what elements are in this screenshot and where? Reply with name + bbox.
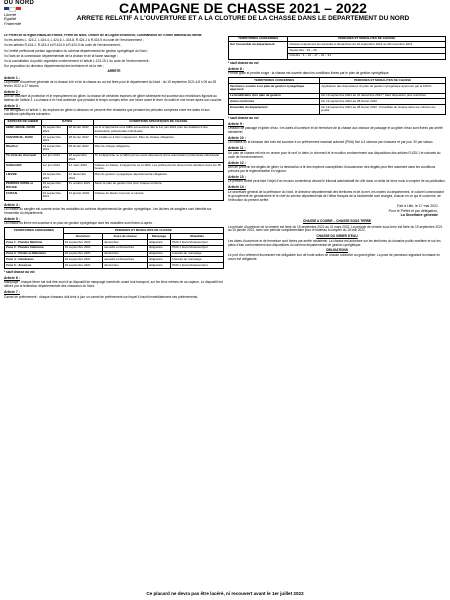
table-cell: dimanches [103, 251, 148, 257]
article-body: Perdrix grise et perdrix rouge : la chasse est ouverte dans les conditions fixées par le plan de gestion cynégétique. [228, 71, 390, 76]
article-title: Article 6 : [4, 276, 20, 281]
arrete-heading: ARRETE [107, 69, 121, 74]
visa-line: Le Préfet de la région Hauts-de-France, Préfet du Nord, Officier de la Légion d'honneur, Commandeur de l'Ordre National du Mérite [4, 34, 202, 37]
article-body: La chasse du sanglier est ouverte selon les modalités du schéma départemental de gestion cynégétique. Les lâchers de sangliers sont interdits sur l'ensemble du département. [4, 206, 212, 215]
table-cell: 19 septembre 2021 [63, 257, 102, 263]
table-cell: PMA 1 lièvre/chasseur/jour [171, 263, 224, 269]
table-cell: obligatoire [147, 263, 170, 269]
annex-body: La période d'ouverture de la vénerie est fixée du 15 septembre 2021 au 31 mars 2022. La période de vénerie sous terre est fixée du 15 septembre 2021 au 15 janvier 2022, avec une période complémentaire pour le blaireau à compter du 15 mai 2022. [228, 224, 443, 233]
article-body: La période d'ouverture générale de la chasse à tir et de la chasse au vol est fixée pour le département du Nord : du 19 septembre 2021 à 8 h 00 au 28 février 2022 à 17 heures. [4, 79, 217, 88]
table-header: PERIODES ET MODALITES DE CHASSE [63, 228, 223, 234]
table-cell: Le bénéficiaire d'un plan de gestion [229, 93, 320, 99]
table-cell: Tir d'été du chevreuil [5, 153, 42, 162]
table-cell: 1er juin 2021 [41, 153, 67, 162]
visa-line: Vu les articles R.424-1, R.424-4 et R.424-5 à R.424-9 du code de l'environnement ; [4, 43, 122, 48]
table-cell: Zone 4 : Cambrésis [5, 257, 64, 263]
logo-motto-3: Fraternité [4, 20, 22, 26]
table-cell: 12 décembre 2021 [67, 172, 93, 181]
article-body: Oiseaux de passage et gibier d'eau : les dates d'ouverture et de fermeture de la chasse aux oiseaux de passage et au gibier d'eau sont fixées par arrêté ministériel. [228, 125, 443, 134]
table-cell: Du 19 septembre 2021 au 28 février 2022 ; Possibilité de chasse dans les cultures les jeudis [320, 105, 446, 114]
table-cell: Octobre : 3 – 10 – 17 – 24 – 31 [288, 53, 446, 59]
table-cell: 1er juin 2021 [41, 163, 67, 172]
table-cell: PMA 1 lièvre/chasseur/jour [171, 245, 224, 251]
prefet-logo [4, 0, 38, 30]
table-header: PERIODES ET MODALITES DE CHASSE [288, 36, 446, 42]
article-title: Article 8 : [228, 66, 244, 71]
article-body: Marquage : chaque lièvre tué doit être muni d'un dispositif de marquage numéroté, avant tout transport, sur les lieux mêmes de sa capture. Le dispositif est délivré par la fédération départementale des chasseurs du Nord. [4, 280, 223, 289]
table-header: CONDITIONS SPECIFIQUES DE CHASSE [93, 119, 223, 125]
table-note: * sauf chasse au vol [228, 60, 259, 65]
right-column [228, 34, 446, 586]
table-cell: bracelet de marquage [171, 251, 224, 257]
article-title: Article 14 : [228, 185, 246, 190]
table-subheader: Ouverture [63, 234, 102, 240]
table-cell: 31 octobre 2021 [67, 181, 93, 190]
visa-line: Vu la consultation du public organisée conformément à l'article L.123-19-1 du code de l'environnement ; [4, 59, 151, 64]
table-cell: 19 septembre 2021 [41, 172, 67, 181]
visa-line: Vu l'avis de la commission départementale de la chasse et de la faune sauvage ; [4, 53, 118, 58]
table-cell: 19 septembre 2021 [41, 125, 67, 134]
table-cell: 19 septembre 2021 [63, 245, 102, 251]
table-cell: 28 février 2022 [67, 134, 93, 143]
annex-body: Les dates d'ouverture et de fermeture sont fixées par arrêté ministériel. La chasse est autorisée sur les territoires du domaine public maritime et sur les plans d'eau conformément aux dispositions du schéma départemental de gestion cynégétique. [228, 238, 441, 247]
visa-line: Vu l'arrêté préfectoral portant approbation du schéma départemental de gestion cynégétique du Nord ; [4, 48, 149, 53]
table-cell: Autres territoires [229, 99, 320, 105]
annex-title: CHASSE DU GIBIER D'EAU [316, 233, 358, 238]
table-row [229, 84, 446, 93]
table-cell: 18 septembre 2021 [67, 153, 93, 162]
table-cell: PERDRIX GRISE et ROUGE [5, 181, 42, 190]
table-row [5, 125, 224, 134]
table-note: * sauf chasse au vol [4, 269, 35, 274]
page-title: CAMPAGNE DE CHASSE 2021 – 2022 [119, 0, 367, 16]
signature-block [228, 204, 438, 217]
table-cell: CHEVREUIL, DAIM [5, 134, 42, 143]
article-body: La chasse de la bécasse des bois est soumise à un prélèvement maximal autorisé (PMA) fixé à 3 oiseaux par chasseur et par jour, 30 par saison. [228, 140, 434, 145]
logo-department: DU NORD [4, 0, 35, 6]
logo-motto-1: Liberté [4, 12, 17, 17]
table-subheader: Modalités [171, 234, 224, 240]
table-cell: obligatoire [147, 245, 170, 251]
periods-table [228, 36, 446, 60]
table-cell: Ensemble du département [229, 105, 320, 114]
annex-body: Le port d'un vêtement fluorescent est obligatoire lors de toute action de chasse collective au grand gibier. La pose de panneaux signalant la chasse en cours est obligatoire. [228, 253, 441, 262]
table-cell: FAISAN [5, 191, 42, 200]
table-cell: Application des dispositions du plan de gestion cynégétique approuvé par la FDCN [320, 84, 446, 93]
table-cell: PMA 1 lièvre/chasseur/jour [171, 240, 224, 246]
table-row [5, 163, 224, 172]
table-cell: obligatoire [147, 251, 170, 257]
table-cell: samedis et dimanches [103, 245, 148, 251]
table-cell: LIEVRE [5, 172, 42, 181]
table-cell: Tir à balle ou à l'arc uniquement. Plan de chasse obligatoire. [93, 134, 223, 143]
article-title: Article 13 : [228, 175, 246, 180]
article-body: Par dérogation à l'article 1, les espèces de gibier ci-dessous ne peuvent être chassées que pendant les périodes comprises entre les dates et aux conditions spécifiques suivantes : [4, 108, 210, 117]
table-cell: Le tir à l'approche ou à l'affût est autorisé dès le 1er juin 2021 pour les titulaires d'une autorisation préfectorale individuelle. [93, 125, 223, 134]
table-cell: Territoires soumis à un plan de gestion cynégétique approuvé [229, 84, 320, 93]
table-cell: Zone 1 : Flandre Maritime [5, 240, 64, 246]
table-cell: CERF, BICHE, FAON [5, 125, 42, 134]
table-cell: Mouflon [5, 144, 42, 153]
table-cell: Plan de chasse obligatoire. [93, 144, 223, 153]
visa-line: Sur proposition du directeur départemental des territoires et de la mer ; [4, 64, 105, 69]
article-body: Un plan de chasse est mis en œuvre pour le cerf, le daim, le chevreuil et le mouflon conformément aux dispositions des articles R.425-1 et suivants du code de l'environnement. [228, 150, 441, 159]
table-cell: 19 septembre 2021 [63, 263, 102, 269]
article-body: Afin de favoriser la protection et le repeuplement du gibier, la chasse de certaines espèces de gibier sédentaire est soumise aux restrictions figurant au tableau de l'article 3. La chasse à tir n'est autorisée que pendant le temps compris entre une heure avant le lever du soleil et une heure après son coucher. [4, 94, 223, 103]
article-title: Article 3 : [4, 104, 20, 109]
table-cell: 28 février 2022 [67, 144, 93, 153]
table-header: TERRITOIRES CONCERNES [229, 78, 320, 84]
article-body: Carnet de prélèvement : chaque chasseur doit tenir à jour un carnet de prélèvement sur lequel il inscrit immédiatement ses prélèvements. [4, 294, 199, 299]
table-cell: 19 septembre 2021 [41, 144, 67, 153]
table-subheader: Jours de chasse [103, 234, 148, 240]
table-row [5, 263, 224, 269]
article-title: Article 7 : [4, 290, 20, 295]
table-cell: dimanches [103, 263, 148, 269]
table-subheader: Marquage [147, 234, 170, 240]
annex-title: OBLIGATIONS [326, 247, 348, 252]
table-cell: 31 janvier 2022 [67, 191, 93, 200]
table-header: DATES [41, 119, 93, 125]
table-cell: 19 septembre 2021 [63, 240, 102, 246]
table-cell: 19 septembre 2021 [41, 134, 67, 143]
table-header: TERRITOIRES CONCERNES [229, 36, 288, 42]
signature-line: La Secrétaire générale [400, 213, 438, 217]
table-cell: Sur l'ensemble du département [229, 42, 288, 59]
table-row [5, 134, 224, 143]
article-title: Article 4 : [4, 202, 20, 207]
table-cell: Du 19 septembre 2021 au 31 décembre 2021 * Sauf disposition plus restrictive [320, 93, 446, 99]
article-title: Article 12 : [228, 160, 246, 165]
table-cell: Selon le plan de gestion fixé pour chaque territoire. [93, 181, 223, 190]
left-column [4, 34, 224, 586]
table-cell: 26 septembre 2021 [63, 251, 102, 257]
table-row [5, 144, 224, 153]
table-cell: 31 mars 2022 [67, 163, 93, 172]
table-cell: Tir à l'approche ou à l'affût par les seuls détenteurs d'une autorisation préfectorale individuelle. [93, 153, 223, 162]
article-title: Article 2 : [4, 89, 20, 94]
article-body: Le présent arrêté peut faire l'objet d'un recours contentieux devant le tribunal administratif de Lille dans un délai de deux mois à compter de sa publication. [228, 179, 446, 184]
annex-title: CHASSE A COURIR – CHASSE SOUS TERRE [302, 219, 372, 224]
article-body: La chasse du lièvre est soumise à un plan de gestion cynégétique dont les modalités sont fixées ci-après : [4, 221, 154, 226]
table-cell: Septembre : 19 – 26 [288, 48, 446, 54]
table-cell: Du 19 septembre 2021 au 28 février 2022 [320, 99, 446, 105]
table-cell: dimanches [103, 240, 148, 246]
table-header: PERIODES ET MODALITES DE CHASSE [320, 78, 446, 84]
article-title: Article 5 : [4, 216, 20, 221]
table-note: * sauf chasse au vol [228, 115, 259, 120]
table-cell: Zone 3 : Pévèle et Mélantois [5, 251, 64, 257]
logo-motto-2: Égalité [4, 16, 17, 22]
article-title: Article 11 : [228, 146, 246, 151]
article-title: Article 1 : [4, 75, 20, 80]
table-cell: obligatoire [147, 257, 170, 263]
visa-line: Vu les articles L. 424-2, L.424-4, L.424-6, L.424-8, R.424-1 à R.424-9 du code de l'environnement ; [4, 38, 144, 43]
table-cell: Zone 5 : Avesnois [5, 263, 64, 269]
table-cell: Plan de gestion cynégétique départemental obligatoire. [93, 172, 223, 181]
article-title: Article 9 : [228, 121, 244, 126]
signature-line: Fait à Lille, le 17 mai 2021 [397, 204, 438, 209]
page-subtitle: ARRETE RELATIF A L'OUVERTURE ET A LA CLOTURE DE LA CHASSE DANS LE DEPARTEMENT DU NORD [76, 15, 410, 22]
hare-table [4, 227, 224, 268]
article-body: Afin de prévenir les dégâts de gibier, la destruction à tir des espèces susceptibles d'occasionner des dégâts peut être autorisée dans les conditions prévues par la réglementation en vigueur. [228, 164, 436, 173]
table-cell: Chasse du faisan commun et vénéré. [93, 191, 223, 200]
table-cell: Zone 2 : Flandre Intérieure [5, 245, 64, 251]
article-title: Article 10 : [228, 136, 246, 141]
table-cell: SANGLIER [5, 163, 42, 172]
table-row [5, 181, 224, 190]
species-dates-table [4, 119, 224, 201]
table-cell: Chasse en battue, à l'approche ou à l'affût. Les prélèvements doivent être déclarés dans les 48 heures. [93, 163, 223, 172]
table-row [5, 153, 224, 162]
table-cell: 28 février 2022 [67, 125, 93, 134]
table-cell: 19 septembre 2021 [41, 191, 67, 200]
signature-line: Pour le Préfet et par délégation, [388, 208, 438, 213]
table-cell: bracelet de marquage [171, 257, 224, 263]
table-row [229, 105, 446, 114]
table-cell: Chasse uniquement les samedis et dimanches du 19 septembre 2021 au 28 novembre 2021 [288, 42, 446, 48]
partridge-table [228, 77, 446, 114]
table-header: TERRITOIRES CONCERNES [5, 228, 64, 240]
table-cell: 19 septembre 2021 [41, 181, 67, 190]
table-row [5, 172, 224, 181]
table-cell: samedis et dimanches [103, 257, 148, 263]
table-cell: obligatoire [147, 240, 170, 246]
table-row [5, 191, 224, 200]
article-body: Le secrétaire général de la préfecture du Nord, le directeur départemental des territoires et de la mer, les maires du département, le colonel commandant le groupement de gendarmerie et le chef du service départemental de l'office français de la biodiversité sont chargés, chacun en ce qui le concerne, de l'exécution du présent arrêté. [228, 189, 444, 202]
footer-notice: Ce placard ne devra pas être lacéré, ni recouvert avant le 1er juillet 2022 [146, 591, 304, 596]
table-header: ESPECES DE GIBIER [5, 119, 42, 125]
